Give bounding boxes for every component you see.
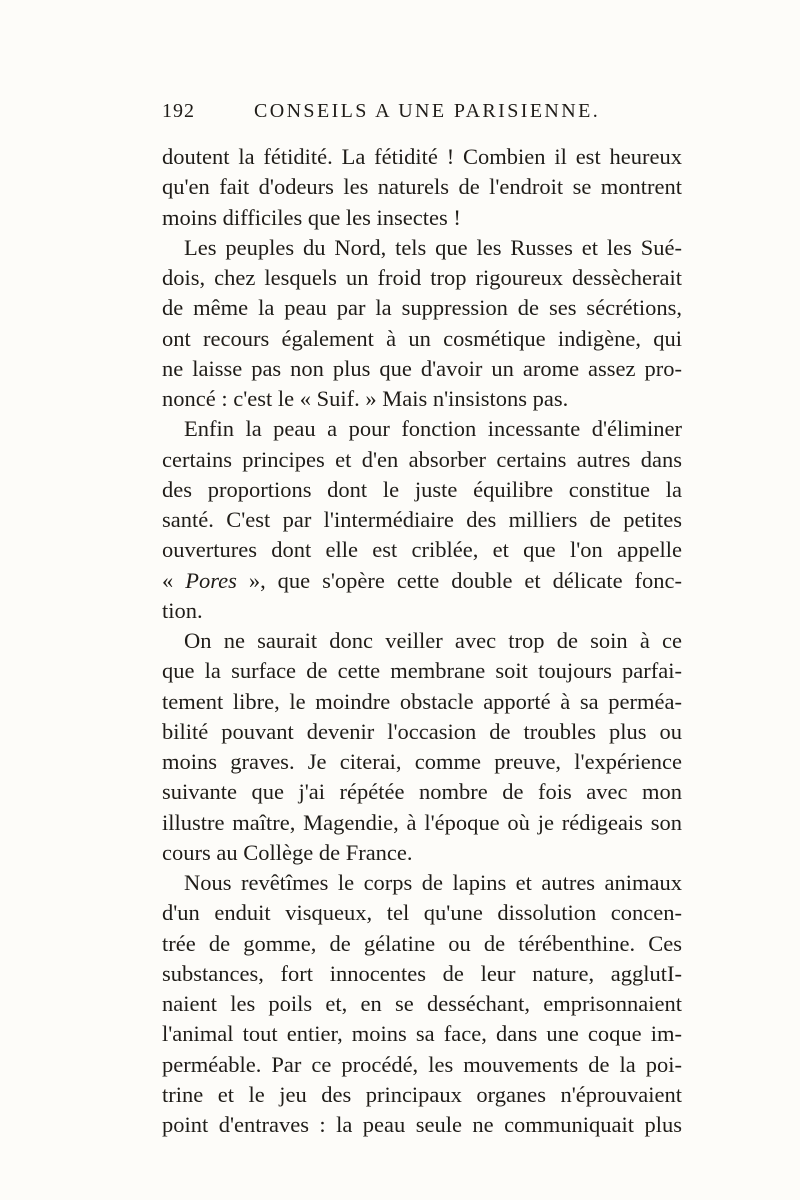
paragraph-1 xyxy=(162,142,682,233)
text-line: trée de gomme, de gélatine ou de térébenthine. Ces xyxy=(162,930,682,956)
text-line: d'un enduit visqueux, tel qu'une dissolution concen- xyxy=(162,900,682,926)
paragraph-3 xyxy=(162,414,682,626)
text-line: noncé : c'est le « Suif. » Mais n'insistons pas. xyxy=(162,386,569,411)
text-line: de même la peau par la suppression de ses sécrétions, xyxy=(162,295,682,321)
text-line: substances, fort innocentes de leur nature, agglutI- xyxy=(162,960,682,986)
text-line: moins difficiles que les insectes ! xyxy=(162,204,461,230)
text-line: bilité pouvant devenir l'occasion de troubles plus ou xyxy=(162,718,682,744)
pores-term: Pores xyxy=(185,567,237,593)
text-line: Enfin la peau a pour fonction incessante d'éliminer xyxy=(184,416,682,442)
text-line: tion. xyxy=(162,597,203,623)
text-line: moins graves. Je citerai, comme preuve, l'expérience xyxy=(162,749,682,774)
text-line: perméable. Par ce procédé, les mouvements de la poi- xyxy=(162,1051,682,1077)
text-line: naient les poils et, en se desséchant, emprisonnaient xyxy=(162,991,682,1016)
paragraph-2 xyxy=(162,233,682,415)
text-line: tement libre, le moindre obstacle apporté à sa perméa- xyxy=(162,688,682,714)
text-line: l'animal tout entier, moins sa face, dans une coque im- xyxy=(162,1021,682,1047)
text-line: que la surface de cette membrane soit toujours parfai- xyxy=(162,658,682,684)
text-line: cours au Collège de France. xyxy=(162,839,413,865)
text-line: Nous revêtîmes le corps de lapins et autres animaux xyxy=(184,870,682,895)
text-line: ouvertures dont elle est criblée, et que l'on appelle xyxy=(162,537,682,563)
text-line: On ne saurait donc veiller avec trop de soin à ce xyxy=(184,628,682,653)
text-line: ont recours également à un cosmétique indigène, qui xyxy=(162,325,682,351)
running-head xyxy=(162,100,682,130)
running-title: CONSEILS A UNE PARISIENNE. xyxy=(254,100,601,122)
page-number: 192 xyxy=(162,100,195,122)
text-line: Les peuples du Nord, tels que les Russes et les Sué- xyxy=(184,234,682,260)
text-line: qu'en fait d'odeurs les naturels de l'endroit se montrent xyxy=(162,174,682,200)
text-line: des proportions dont le juste équilibre constitue la xyxy=(162,476,682,502)
text-line: certains principes et d'en absorber certains autres dans xyxy=(162,446,682,472)
text-line: doutent la fétidité. La fétidité ! Combien il est heureux xyxy=(162,144,682,169)
paragraph-5 xyxy=(162,868,682,1140)
body-text xyxy=(162,142,682,1140)
text-line: trine et le jeu des principaux organes n'éprouvaient xyxy=(162,1081,682,1107)
text-line: ne laisse pas non plus que d'avoir un arome assez pro- xyxy=(162,355,682,381)
text-line: suivante que j'ai répétée nombre de fois avec mon xyxy=(162,779,682,805)
text-line: point d'entraves : la peau seule ne communiquait plus xyxy=(162,1112,682,1137)
paragraph-4 xyxy=(162,626,682,868)
text-line: santé. C'est par l'intermédiaire des milliers de petites xyxy=(162,507,682,532)
text-line: dois, chez lesquels un froid trop rigoureux dessècherait xyxy=(162,265,682,290)
text-line: « Pores », que s'opère cette double et délicate fonc- xyxy=(162,567,682,593)
text-line: illustre maître, Magendie, à l'époque où je rédigeais son xyxy=(162,809,682,835)
